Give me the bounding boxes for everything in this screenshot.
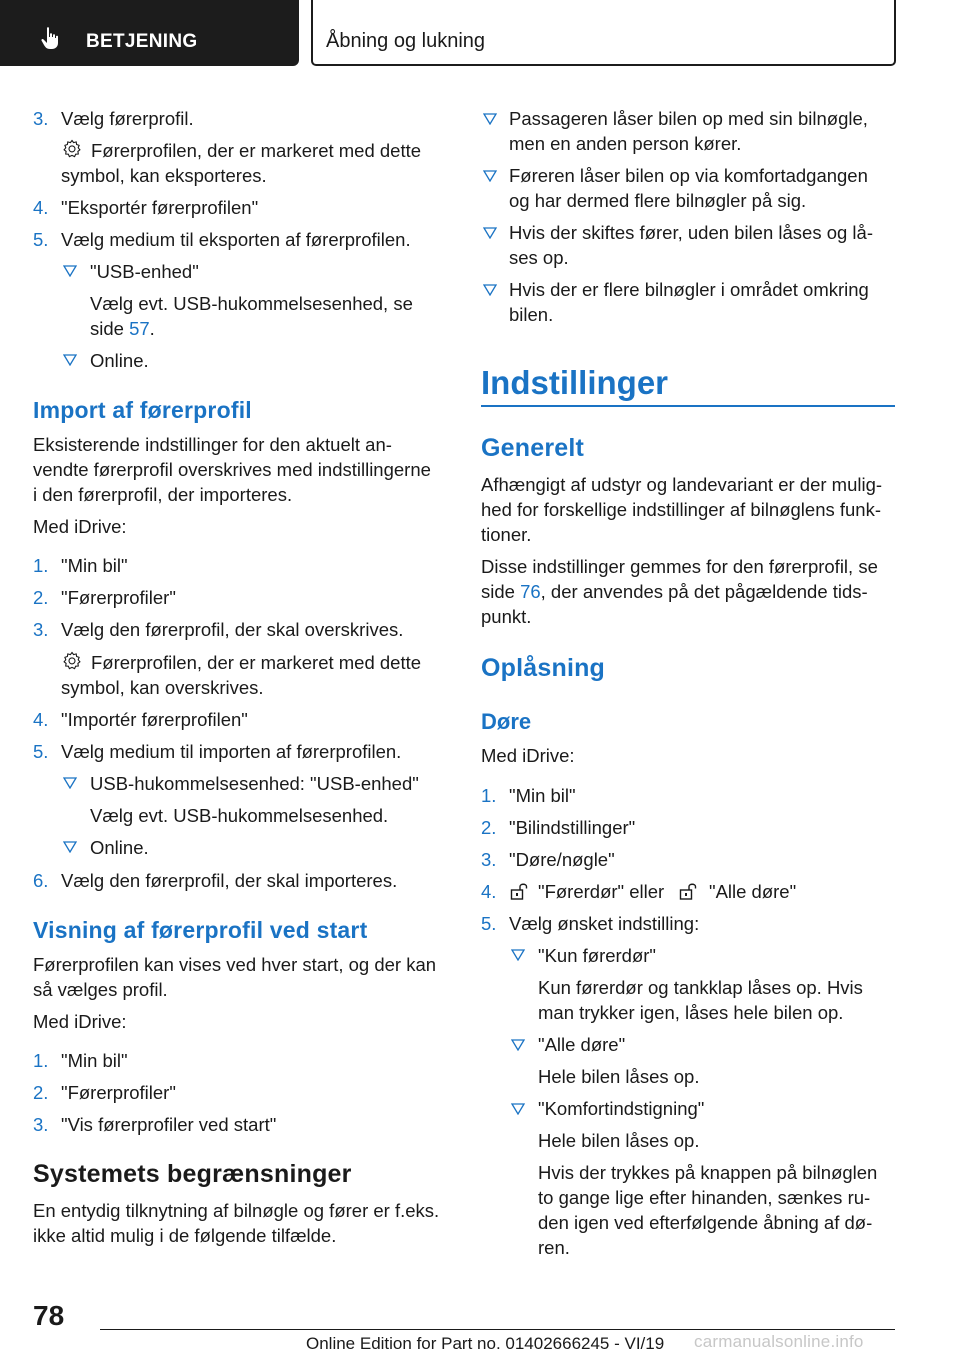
chapter-tab: [311, 0, 896, 66]
paragraph: En entydig tilknytning af bilnøgle og fører er f.eks.: [33, 1200, 440, 1221]
triangle-bullet-icon: [63, 777, 77, 789]
subsection-heading: Døre: [481, 709, 532, 734]
step-number: 2.: [33, 1082, 49, 1103]
page-number: 78: [33, 1300, 65, 1331]
sub-option-desc: side 57.: [90, 318, 155, 339]
bullet-text: men en anden person kører.: [509, 133, 742, 154]
section-heading: Generelt: [481, 434, 585, 462]
sub-option-desc: man trykker igen, låses hele bilen op.: [538, 1002, 844, 1023]
step-number: 2.: [33, 587, 49, 608]
section-heading: Systemets begrænsninger: [33, 1160, 352, 1188]
paragraph: Med iDrive:: [33, 516, 127, 537]
step-text: Vælg ønsket indstilling:: [509, 913, 700, 934]
sub-option-desc: to gange lige efter hinanden, sænkes ru-: [538, 1187, 871, 1208]
paragraph: Afhængigt af udstyr og landevariant er der mulig-: [481, 474, 883, 495]
paragraph: ikke altid mulig i de følgende tilfælde.: [33, 1225, 337, 1246]
step-text: Vælg førerprofil.: [61, 108, 194, 129]
hand-pointer-icon: [40, 26, 62, 50]
step-number: 1.: [33, 1050, 49, 1071]
bullet-text: ses op.: [509, 247, 569, 268]
sub-option-text: "Alle døre": [538, 1034, 626, 1055]
sub-option-desc: Hvis der trykkes på knappen på bilnøglen: [538, 1162, 878, 1183]
paragraph: Med iDrive:: [33, 1011, 127, 1032]
step-number: 3.: [33, 1114, 49, 1135]
step-text: "Førerprofiler": [61, 587, 176, 608]
triangle-bullet-icon: [483, 113, 497, 125]
step-number: 4.: [33, 709, 49, 730]
sub-option-desc: Hele bilen låses op.: [538, 1130, 700, 1151]
section-heading: Visning af førerprofil ved start: [33, 917, 368, 943]
step-text: "Døre/nøgle": [509, 849, 615, 870]
page-header: [0, 0, 960, 66]
edition-text: Online Edition for Part no. 01402666245 - VI/19: [306, 1334, 665, 1353]
step-text: "Min bil": [61, 555, 128, 576]
bullet-text: Passageren låser bilen op med sin bilnøgle,: [509, 108, 868, 129]
step-number: 5.: [481, 913, 497, 934]
step-number: 6.: [33, 870, 49, 891]
triangle-bullet-icon: [511, 1039, 525, 1051]
page-link[interactable]: 76: [520, 581, 541, 602]
sub-option-text: "Kun førerdør": [538, 945, 656, 966]
step-number: 4.: [481, 881, 497, 902]
step-number: 5.: [33, 741, 49, 762]
step-number: 2.: [481, 817, 497, 838]
unlock-icon: [678, 881, 698, 901]
note-text: symbol, kan eksporteres.: [61, 165, 267, 186]
paragraph: i den førerprofil, der importeres.: [33, 484, 293, 505]
note-text: symbol, kan overskrives.: [61, 677, 264, 698]
paragraph: side 76, der anvendes på det pågældende tids-: [481, 581, 868, 602]
triangle-bullet-icon: [511, 1103, 525, 1115]
triangle-bullet-icon: [483, 227, 497, 239]
gear-icon: [62, 139, 82, 159]
sub-option-text: "Komfortindstigning": [538, 1098, 705, 1119]
sub-option-text: USB-hukommelsesenhed: "USB-enhed": [90, 773, 419, 794]
step-number: 1.: [33, 555, 49, 576]
step-text: "Alle døre": [709, 881, 797, 902]
triangle-bullet-icon: [483, 284, 497, 296]
step-number: 3.: [33, 108, 49, 129]
step-text: Vælg den førerprofil, der skal importeres.: [61, 870, 398, 891]
step-number: 1.: [481, 785, 497, 806]
note-text: Førerprofilen, der er markeret med dette: [91, 140, 422, 161]
triangle-bullet-icon: [483, 170, 497, 182]
step-number: 5.: [33, 229, 49, 250]
section-heading: Import af førerprofil: [33, 397, 252, 423]
paragraph: så vælges profil.: [33, 979, 168, 1000]
step-number: 4.: [33, 197, 49, 218]
step-text: "Førerprofiler": [61, 1082, 176, 1103]
triangle-bullet-icon: [63, 841, 77, 853]
sub-option-desc: den igen ved efterfølgende åbning af dø-: [538, 1212, 873, 1233]
sub-option-desc: Kun førerdør og tankklap låses op. Hvis: [538, 977, 863, 998]
bullet-text: og har dermed flere bilnøgler på sig.: [509, 190, 807, 211]
sub-option-desc: Vælg evt. USB-hukommelsesenhed.: [90, 805, 389, 826]
paragraph: Disse indstillinger gemmes for den førerprofil, se: [481, 556, 878, 577]
bullet-text: Føreren låser bilen op via komfortadgangen: [509, 165, 868, 186]
page-link[interactable]: 57: [129, 318, 150, 339]
sub-option-desc: Vælg evt. USB-hukommelsesenhed, se: [90, 293, 413, 314]
step-text: Vælg den førerprofil, der skal overskrives.: [61, 619, 404, 640]
footer-rule: [100, 1329, 895, 1330]
section-tab: [0, 0, 299, 66]
paragraph: hed for forskellige indstillinger af bilnøglens funk-: [481, 499, 882, 520]
step-number: 3.: [481, 849, 497, 870]
paragraph: punkt.: [481, 606, 532, 627]
sub-option-desc: ren.: [538, 1237, 570, 1258]
paragraph: vendte førerprofil overskrives med indstillingerne: [33, 459, 431, 480]
paragraph: Med iDrive:: [481, 745, 575, 766]
paragraph: tioner.: [481, 524, 532, 545]
step-text: Vælg medium til eksporten af førerprofilen.: [61, 229, 411, 250]
step-text: Vælg medium til importen af førerprofilen.: [61, 741, 402, 762]
step-text: "Førerdør" eller: [538, 881, 665, 902]
sub-option-text: "USB-enhed": [90, 261, 199, 282]
sub-option-desc: Hele bilen låses op.: [538, 1066, 700, 1087]
watermark: carmanualsonline.info: [694, 1332, 864, 1351]
sub-option-text: Online.: [90, 350, 149, 371]
step-text: "Vis førerprofiler ved start": [61, 1114, 277, 1135]
triangle-bullet-icon: [63, 354, 77, 366]
step-text: "Bilindstillinger": [509, 817, 636, 838]
triangle-bullet-icon: [511, 949, 525, 961]
gear-icon: [62, 651, 82, 671]
step-text: "Min bil": [509, 785, 576, 806]
paragraph: Eksisterende indstillinger for den aktuelt an-: [33, 434, 392, 455]
chapter-title: Åbning og lukning: [326, 30, 486, 52]
section-label: BETJENING: [86, 31, 198, 52]
bullet-text: Hvis der er flere bilnøgler i området omkring: [509, 279, 869, 300]
chapter-heading: Indstillinger: [481, 364, 669, 401]
sub-option-text: Online.: [90, 837, 149, 858]
step-text: "Min bil": [61, 1050, 128, 1071]
section-heading: Oplåsning: [481, 654, 606, 682]
heading-rule: [481, 405, 895, 407]
bullet-text: Hvis der skiftes fører, uden bilen låses og lå-: [509, 222, 873, 243]
paragraph: Førerprofilen kan vises ved hver start, og der kan: [33, 954, 437, 975]
step-text: "Eksportér førerprofilen": [61, 197, 259, 218]
step-text: "Importér førerprofilen": [61, 709, 248, 730]
note-text: Førerprofilen, der er markeret med dette: [91, 652, 422, 673]
bullet-text: bilen.: [509, 304, 554, 325]
unlock-icon: [509, 881, 529, 901]
triangle-bullet-icon: [63, 265, 77, 277]
step-number: 3.: [33, 619, 49, 640]
